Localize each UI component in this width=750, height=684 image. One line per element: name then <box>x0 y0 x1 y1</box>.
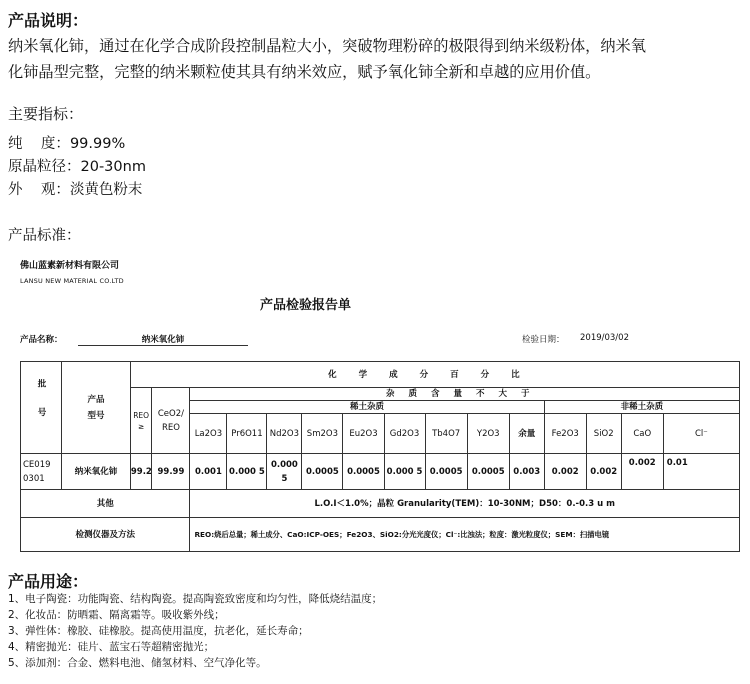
col-nd2o3: Nd2O3 <box>267 414 302 454</box>
use-item: 2、化妆品：防晒霜、隔离霜等。吸收紫外线； <box>8 609 225 621</box>
col-sm2o3: Sm2O3 <box>302 414 343 454</box>
col-cl: Cl⁻ <box>663 414 739 454</box>
composition-header: 化学成分百分比 <box>130 362 739 388</box>
inspection-date-label: 检验日期： <box>522 335 565 345</box>
reo-header: REO ≥ <box>130 388 152 454</box>
row-gd2o3: 0.000 5 <box>384 454 425 490</box>
row-model: 纳米氧化铈 <box>62 454 131 490</box>
description-heading: 产品说明： <box>8 11 89 30</box>
col-sio2: SiO2 <box>586 414 621 454</box>
ceo2-header: CeO2/ REO <box>152 388 190 454</box>
col-gd2o3: Gd2O3 <box>384 414 425 454</box>
spec-grain-value: 20-30nm <box>80 159 146 175</box>
row-fe2o3: 0.002 <box>544 454 586 490</box>
col-cao: CaO <box>621 414 663 454</box>
col-remainder: 余量 <box>509 414 544 454</box>
row-y2o3: 0.0005 <box>467 454 509 490</box>
spec-appearance-value: 淡黄色粉末 <box>69 182 143 198</box>
method-label: 检测仪器及方法 <box>21 518 190 552</box>
product-name-value: 纳米氧化铈 <box>78 333 248 346</box>
description-line-2: 化铈晶型完整，完整的纳米颗粒使其具有纳米效应，赋予氧化铈全新和卓越的应用价值。 <box>8 63 601 81</box>
product-name-label: 产品名称： <box>20 335 63 345</box>
col-eu2o3: Eu2O3 <box>343 414 384 454</box>
spec-grain <box>8 155 146 176</box>
col-la2o3: La2O3 <box>190 414 227 454</box>
other-value: L.O.I＜1.0%；晶粒 Granularity(TEM)：10-30NM；D50：0.-0.3 u m <box>190 490 740 518</box>
method-value: REO:烧后总量；稀土成分、CaO:ICP-OES；Fe2O3、SiO2:分光光度仪；Cl⁻:比浊法；粒度：激光粒度仪；SEM：扫描电镜 <box>190 518 740 552</box>
specs-heading: 主要指标： <box>8 105 84 123</box>
other-label: 其他 <box>21 490 190 518</box>
report-title: 产品检验报告单 <box>260 298 352 313</box>
col-tb4o7: Tb4O7 <box>425 414 467 454</box>
row-pr6o11: 0.000 5 <box>227 454 267 490</box>
batch-header: 批号 <box>21 362 62 454</box>
spec-appearance <box>8 178 142 199</box>
standard-heading: 产品标准： <box>8 228 81 244</box>
spec-purity-label: 纯 度： <box>8 136 70 152</box>
model-header: 产品型号 <box>62 362 131 454</box>
row-remainder: 0.003 <box>509 454 544 490</box>
row-sm2o3: 0.0005 <box>302 454 343 490</box>
row-cl: 0.01 <box>663 454 739 490</box>
col-fe2o3: Fe2O3 <box>544 414 586 454</box>
row-eu2o3: 0.0005 <box>343 454 384 490</box>
spec-grain-label: 原晶粒径： <box>8 159 81 175</box>
company-name-en: LANSU NEW MATERIAL CO.LTD <box>20 277 124 285</box>
uses-heading: 产品用途： <box>8 572 89 591</box>
row-nd2o3: 0.000 5 <box>267 454 302 490</box>
use-item: 1、电子陶瓷：功能陶瓷、结构陶瓷。提高陶瓷致密度和均匀性，降低烧结温度； <box>8 593 383 605</box>
row-batch: CE019 0301 <box>21 454 62 490</box>
row-sio2: 0.002 <box>586 454 621 490</box>
use-item: 3、弹性体：橡胶、硅橡胶。提高使用温度，抗老化，延长寿命； <box>8 625 309 637</box>
row-la2o3: 0.001 <box>190 454 227 490</box>
non-rare-earth-header: 非稀土杂质 <box>544 401 739 414</box>
use-item: 4、精密抛光：硅片、蓝宝石等超精密抛光； <box>8 641 215 653</box>
col-pr6o11: Pr6O11 <box>227 414 267 454</box>
row-cao: 0.002 <box>621 454 663 490</box>
row-ceo2: 99.99 <box>152 454 190 490</box>
company-name-cn: 佛山蓝素新材料有限公司 <box>20 261 120 271</box>
impurity-header: 杂质含量不大于 <box>190 388 740 401</box>
table-row <box>21 454 740 490</box>
use-item: 5、添加剂：合金、燃料电池、储氢材料、空气净化等。 <box>8 657 267 669</box>
spec-appearance-label: 外 观： <box>8 182 70 198</box>
row-reo: 99.2 <box>130 454 152 490</box>
description-line-1: 纳米氧化铈，通过在化学合成阶段控制晶粒大小，突破物理粉碎的极限得到纳米级粉体，纳米氧 <box>8 37 646 55</box>
col-y2o3: Y2O3 <box>467 414 509 454</box>
spec-purity-value: 99.99% <box>69 136 126 152</box>
inspection-table <box>20 361 740 552</box>
inspection-date-value: 2019/03/02 <box>580 333 629 343</box>
row-tb4o7: 0.0005 <box>425 454 467 490</box>
rare-earth-header: 稀土杂质 <box>190 401 544 414</box>
spec-purity <box>8 132 125 153</box>
